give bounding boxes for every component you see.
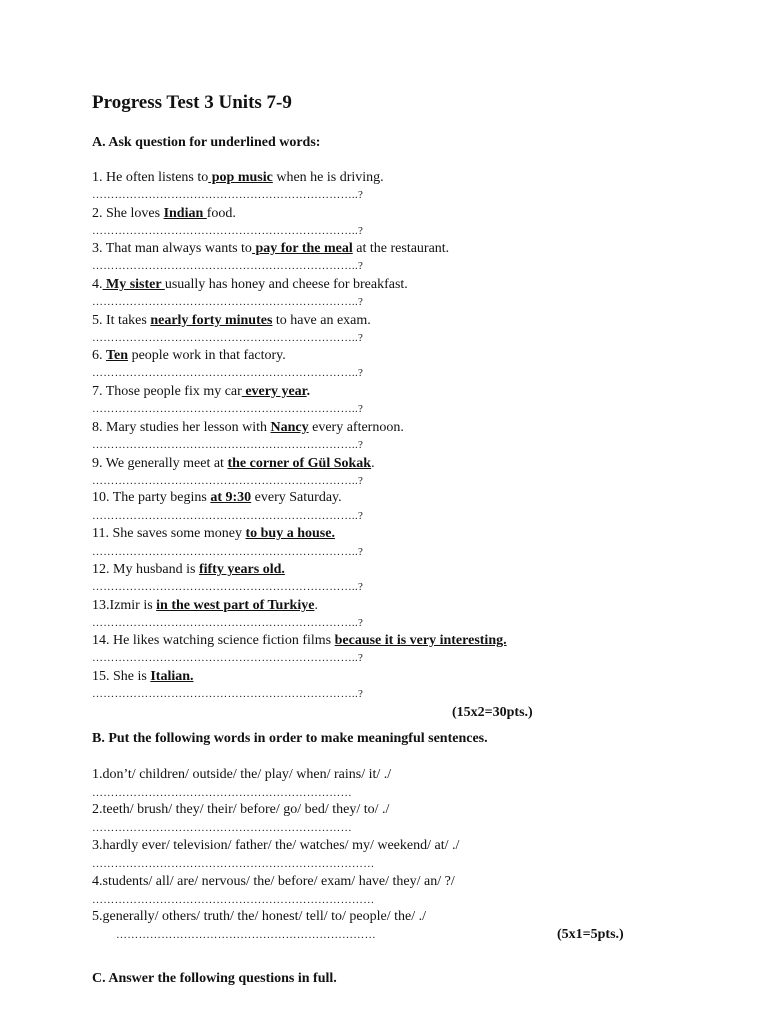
answer-line-a-13: ……………………………………………………………..? — [92, 617, 364, 629]
answer-line-a-3: ……………………………………………………………..? — [92, 260, 364, 272]
answer-line-a-4: ……………………………………………………………..? — [92, 296, 364, 308]
answer-line-b-1: …………………………………………………………… — [92, 787, 352, 799]
answer-line-a-5: ……………………………………………………………..? — [92, 332, 364, 344]
question-b-3: 3.hardly ever/ television/ father/ the/ watches/ my/ weekend/ at/ ./ — [92, 838, 460, 853]
question-a-12: 12. My husband is fifty years old. — [92, 562, 285, 577]
question-a-8: 8. Mary studies her lesson with Nancy every afternoon. — [92, 420, 404, 435]
section-a-heading: A. Ask question for underlined words: — [92, 135, 321, 150]
question-b-5: 5.generally/ others/ truth/ the/ honest/ tell/ to/ people/ the/ ./ — [92, 909, 426, 924]
question-a-6: 6. Ten people work in that factory. — [92, 348, 286, 363]
question-a-3: 3. That man always wants to pay for the meal at the restaurant. — [92, 241, 450, 256]
answer-line-b-4: ………………………………………………………………… — [92, 894, 375, 906]
question-a-11: 11. She saves some money to buy a house. — [92, 526, 335, 541]
answer-line-b-2: …………………………………………………………… — [92, 822, 352, 834]
question-a-9: 9. We generally meet at the corner of Gül Sokak. — [92, 456, 375, 471]
question-a-14: 14. He likes watching science fiction films because it is very interesting. — [92, 633, 507, 648]
section-a-points: (15x2=30pts.) — [452, 705, 533, 720]
answer-line-a-12: ……………………………………………………………..? — [92, 581, 364, 593]
section-c-heading: C. Answer the following questions in full. — [92, 971, 337, 986]
question-b-2: 2.teeth/ brush/ they/ their/ before/ go/ bed/ they/ to/ ./ — [92, 802, 390, 817]
question-a-13: 13.Izmir is in the west part of Turkiye. — [92, 598, 318, 613]
section-b-heading: B. Put the following words in order to make meaningful sentences. — [92, 731, 488, 746]
answer-line-a-1: ……………………………………………………………..? — [92, 189, 364, 201]
answer-line-b-3: ………………………………………………………………… — [92, 858, 375, 870]
question-b-4: 4.students/ all/ are/ nervous/ the/ before/ exam/ have/ they/ an/ ?/ — [92, 874, 455, 889]
answer-line-a-15: ……………………………………………………………..? — [92, 688, 364, 700]
question-b-1: 1.don’t/ children/ outside/ the/ play/ when/ rains/ it/ ./ — [92, 767, 392, 782]
question-a-2: 2. She loves Indian food. — [92, 206, 236, 221]
answer-line-a-2: ……………………………………………………………..? — [92, 225, 364, 237]
section-b-points: (5x1=5pts.) — [557, 927, 624, 942]
answer-line-a-11: ……………………………………………………………..? — [92, 546, 364, 558]
answer-line-a-14: ……………………………………………………………..? — [92, 652, 364, 664]
answer-line-a-8: ……………………………………………………………..? — [92, 439, 364, 451]
answer-line-a-9: ……………………………………………………………..? — [92, 475, 364, 487]
page-title: Progress Test 3 Units 7-9 — [92, 92, 292, 113]
answer-line-b-5: …………………………………………………………… — [116, 929, 376, 941]
question-a-7: 7. Those people fix my car every year. — [92, 384, 311, 399]
question-a-10: 10. The party begins at 9:30 every Saturday. — [92, 490, 342, 505]
answer-line-a-6: ……………………………………………………………..? — [92, 367, 364, 379]
question-a-15: 15. She is Italian. — [92, 669, 194, 684]
answer-line-a-7: ……………………………………………………………..? — [92, 403, 364, 415]
answer-line-a-10: ……………………………………………………………..? — [92, 510, 364, 522]
question-a-1: 1. He often listens to pop music when he is driving. — [92, 170, 384, 185]
question-a-5: 5. It takes nearly forty minutes to have an exam. — [92, 313, 371, 328]
question-a-4: 4. My sister usually has honey and cheese for breakfast. — [92, 277, 408, 292]
